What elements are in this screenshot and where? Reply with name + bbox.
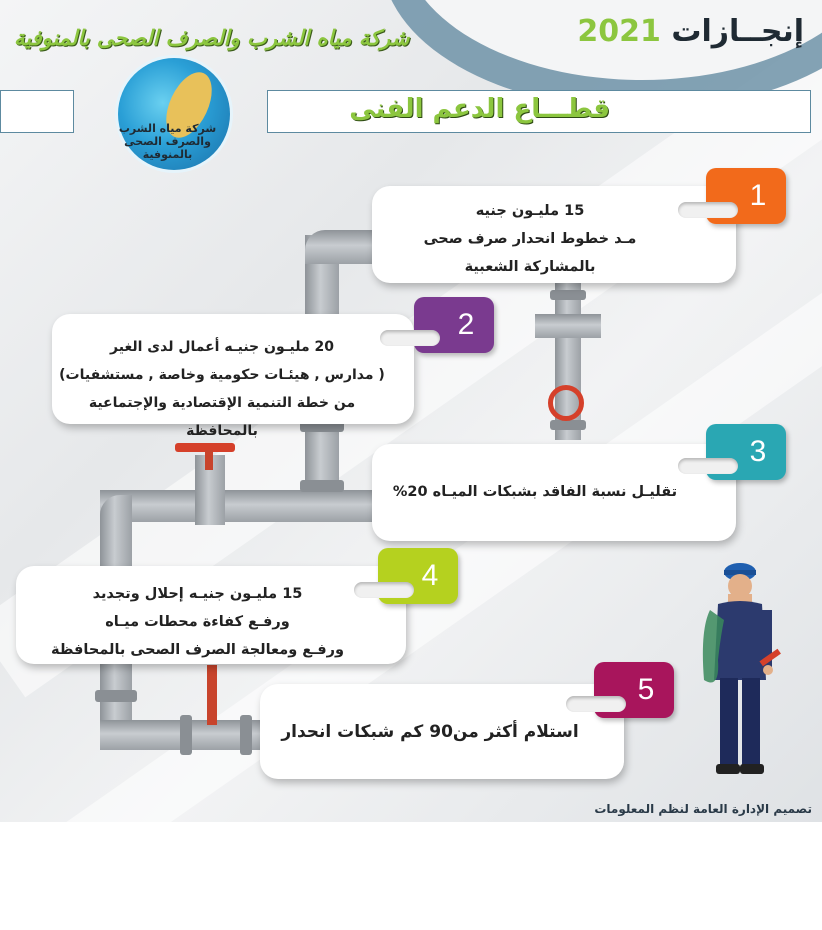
page-title bbox=[577, 14, 804, 49]
card-hook bbox=[566, 696, 626, 712]
achievement-text-4: 15 مليـون جنيـه إحلال وتجديد ورفـع كفاءة محطات ميـاه ورفـع ومعالجة الصرف الصحى بالمحافظة bbox=[51, 586, 344, 658]
achievement-text-1: 15 مليـون جنيه مـد خطوط انحدار صرف صحى بالمشاركة الشعبية bbox=[423, 203, 637, 275]
title-year: 2021 bbox=[577, 14, 661, 49]
achievement-text-5: استلام أكثر من90 كم شبكات انحدار bbox=[281, 722, 579, 742]
achievement-number-4: 4 bbox=[421, 559, 439, 592]
achievement-text-2: 20 مليـون جنيـه أعمال لدى الغير ( مدارس , هيئـات حكومية وخاصة , مستشفيات) من خطة التنمية الإقتصادية والإجتماعية بالمحافظة bbox=[59, 339, 385, 439]
design-credit: تصميم الإدارة العامة لنظم المعلومات bbox=[594, 802, 812, 816]
card-hook bbox=[380, 330, 440, 346]
header-side-box bbox=[0, 90, 74, 133]
achievement-number-5: 5 bbox=[637, 673, 655, 706]
card-hook bbox=[678, 202, 738, 218]
company-name: شركة مياه الشرب والصرف الصحى بالمنوفية bbox=[14, 26, 410, 50]
logo-text: شركة مياه الشرب والصرف الصحى بالمنوفية bbox=[118, 122, 217, 161]
achievement-number-3: 3 bbox=[749, 435, 767, 468]
title-prefix: إنجــازات bbox=[671, 14, 804, 49]
worker-illustration bbox=[690, 560, 790, 780]
achievement-number-1: 1 bbox=[749, 179, 767, 212]
sector-title: قطـــاع الدعم الفنى bbox=[349, 94, 610, 124]
achievement-number-2: 2 bbox=[457, 308, 475, 341]
card-hook bbox=[678, 458, 738, 474]
achievement-text-3: تقليـل نسبة الفاقد بشبكات الميـاه 20% bbox=[392, 484, 678, 500]
